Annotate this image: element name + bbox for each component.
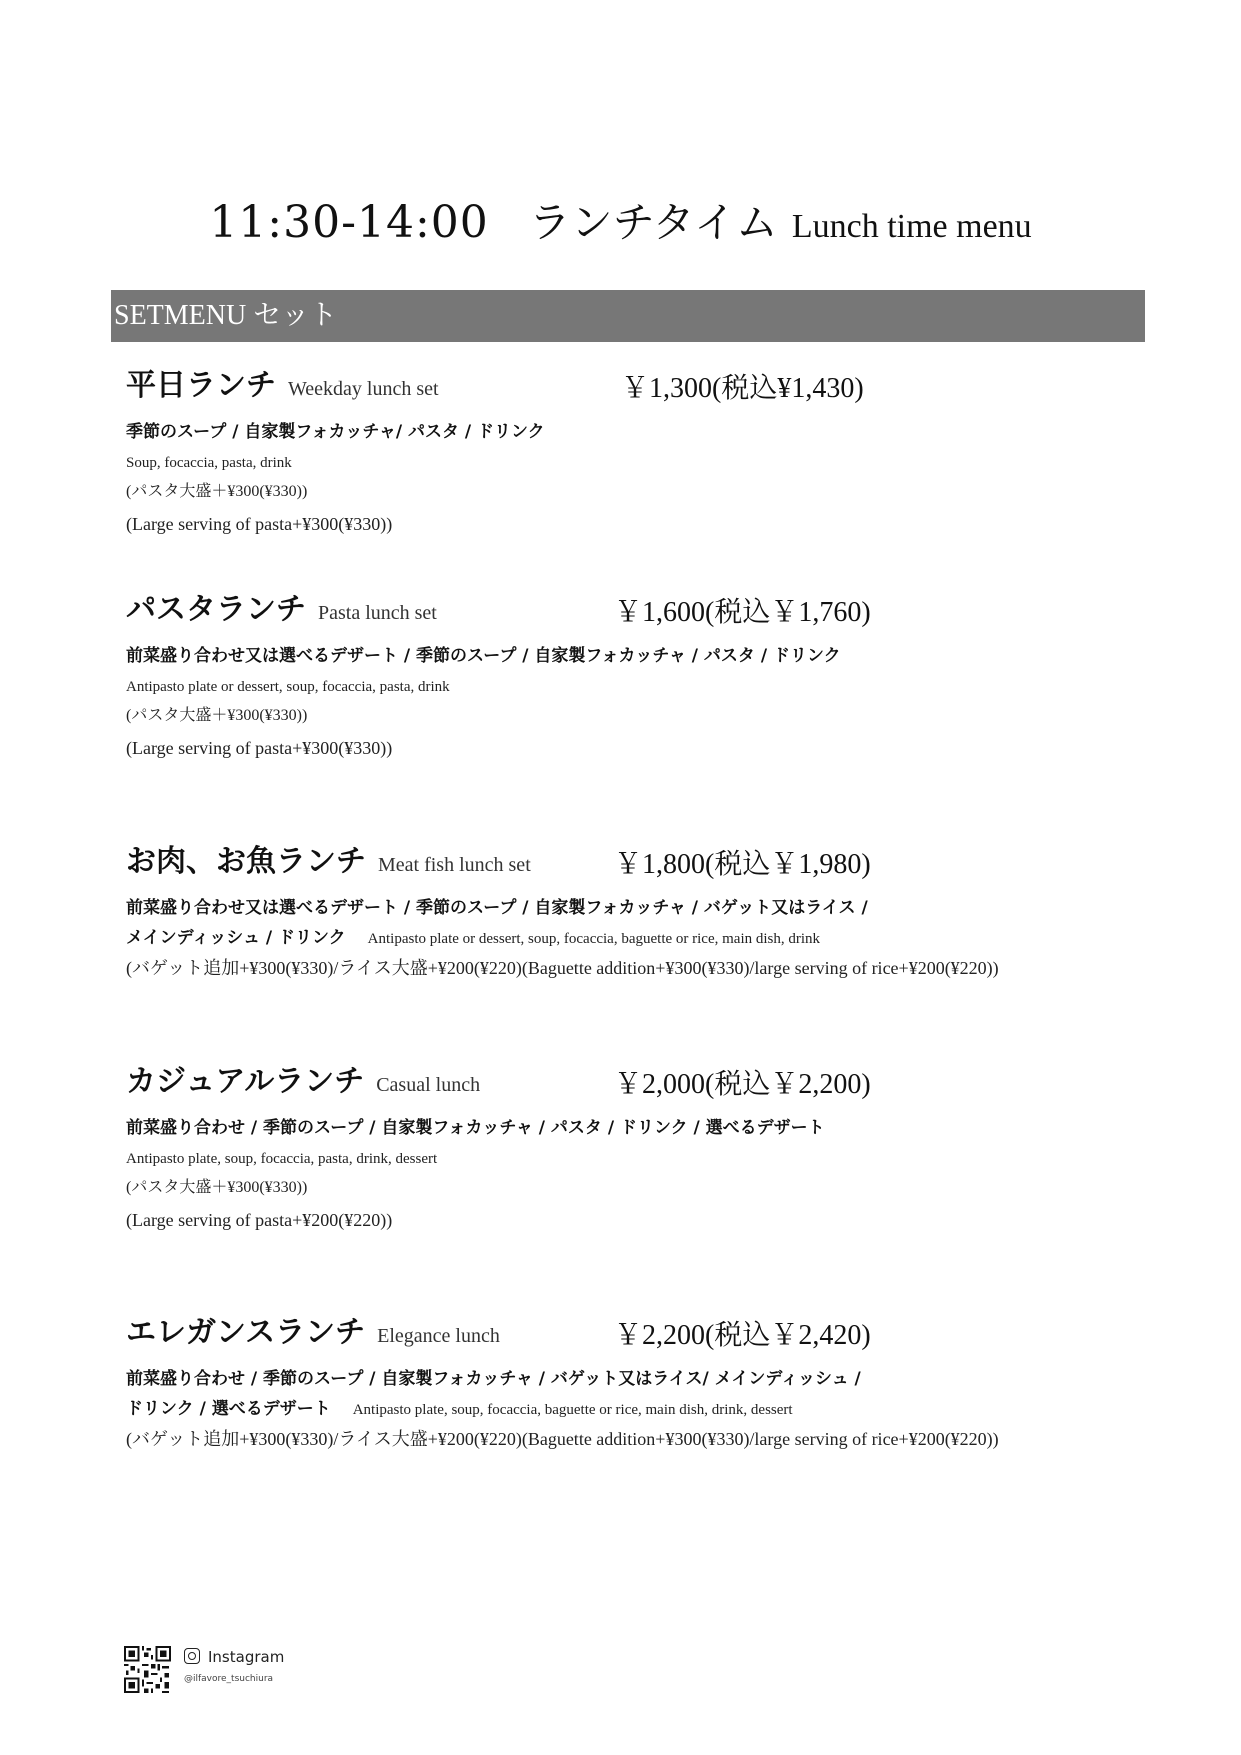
- set-items-jp: 前菜盛り合わせ / 季節のスープ / 自家製フォカッチャ / パスタ / ドリンク / 選べるデザート: [126, 1118, 825, 1138]
- qr-code-icon[interactable]: [124, 1646, 171, 1693]
- set-price: ￥1,300(税込¥1,430): [621, 373, 864, 404]
- set-header: [126, 1060, 1126, 1106]
- title-jp: ランチタイム: [528, 198, 778, 247]
- set-items-jp: 季節のスープ / 自家製フォカッチャ/ パスタ / ドリンク: [126, 422, 545, 442]
- set-header: [126, 1311, 1126, 1357]
- set-items-jp-cont: ドリンク / 選べるデザート: [126, 1399, 331, 1419]
- set-items-jp-line2: [126, 1395, 1126, 1423]
- set-name-en: Meat fish lunch set: [378, 854, 531, 876]
- set-name-jp: カジュアルランチ: [126, 1064, 365, 1099]
- instagram-label: Instagram: [208, 1648, 285, 1666]
- set-price: ￥1,600(税込￥1,760): [614, 597, 871, 628]
- instagram-icon: [184, 1648, 200, 1664]
- set-meat-fish: [126, 840, 1126, 984]
- set-elegance: [126, 1311, 1126, 1455]
- set-name-en: Weekday lunch set: [288, 378, 439, 400]
- set-header: [126, 364, 1126, 410]
- section-band: [111, 290, 1145, 342]
- set-extra: (バゲット追加+¥300(¥330)/ライス大盛+¥200(¥220)(Baguette addition+¥300(¥330)/large serving of rice+¥200(¥220)): [126, 1429, 999, 1449]
- set-price: ￥2,000(税込￥2,200): [614, 1069, 871, 1100]
- set-items-en: Soup, focaccia, pasta, drink: [126, 455, 292, 471]
- set-extra: (バゲット追加+¥300(¥330)/ライス大盛+¥200(¥220)(Baguette addition+¥300(¥330)/large serving of rice+¥200(¥220)): [126, 958, 999, 978]
- set-name-jp: 平日ランチ: [126, 368, 276, 403]
- set-pasta: [126, 588, 1126, 764]
- instagram-handle: @ilfavore_tsuchiura: [184, 1674, 274, 1684]
- set-name-jp: パスタランチ: [126, 592, 306, 627]
- lunch-hours: 11:30-14:00: [209, 197, 489, 248]
- set-extra-jp: (パスタ大盛＋¥300(¥330)): [126, 483, 308, 500]
- set-extra-jp: (パスタ大盛＋¥300(¥330)): [126, 707, 308, 724]
- set-extra-en: (Large serving of pasta+¥300(¥330)): [126, 514, 393, 534]
- set-items-jp: 前菜盛り合わせ又は選べるデザート / 季節のスープ / 自家製フォカッチャ / バゲット又はライス /: [126, 898, 868, 918]
- set-items-en: Antipasto plate, soup, focaccia, pasta, drink, dessert: [126, 1151, 438, 1167]
- set-name-jp: お肉、お魚ランチ: [126, 844, 366, 879]
- set-header: [126, 588, 1126, 634]
- title-en: Lunch time menu: [791, 208, 1032, 245]
- set-price: ￥2,200(税込￥2,420): [614, 1320, 871, 1351]
- set-header: [126, 840, 1126, 886]
- set-items-jp: 前菜盛り合わせ / 季節のスープ / 自家製フォカッチャ / バゲット又はライス/ メインディッシュ /: [126, 1369, 861, 1389]
- set-name-en: Elegance lunch: [377, 1325, 500, 1347]
- set-name-jp: エレガンスランチ: [126, 1315, 366, 1350]
- set-extra-en: (Large serving of pasta+¥200(¥220)): [126, 1210, 393, 1230]
- set-weekday: [126, 364, 1126, 540]
- menu-title: [0, 190, 1241, 250]
- set-items-en: Antipasto plate, soup, focaccia, baguette or rice, main dish, drink, dessert: [352, 1402, 793, 1418]
- set-items-jp-cont: メインディッシュ / ドリンク: [126, 928, 346, 948]
- set-name-en: Casual lunch: [376, 1074, 481, 1096]
- set-items-en: Antipasto plate or dessert, soup, focaccia, baguette or rice, main dish, drink: [367, 931, 821, 947]
- set-price: ￥1,800(税込￥1,980): [614, 849, 871, 880]
- set-extra-jp: (パスタ大盛＋¥300(¥330)): [126, 1179, 308, 1196]
- set-casual: [126, 1060, 1126, 1236]
- set-name-en: Pasta lunch set: [318, 602, 437, 624]
- instagram-link[interactable]: [184, 1648, 284, 1666]
- set-items-jp: 前菜盛り合わせ又は選べるデザート / 季節のスープ / 自家製フォカッチャ / パスタ / ドリンク: [126, 646, 841, 666]
- section-band-label: SETMENU セット: [114, 300, 338, 331]
- set-items-en: Antipasto plate or dessert, soup, focaccia, pasta, drink: [126, 679, 450, 695]
- set-items-jp-line2: [126, 924, 1126, 952]
- set-extra-en: (Large serving of pasta+¥300(¥330)): [126, 738, 393, 758]
